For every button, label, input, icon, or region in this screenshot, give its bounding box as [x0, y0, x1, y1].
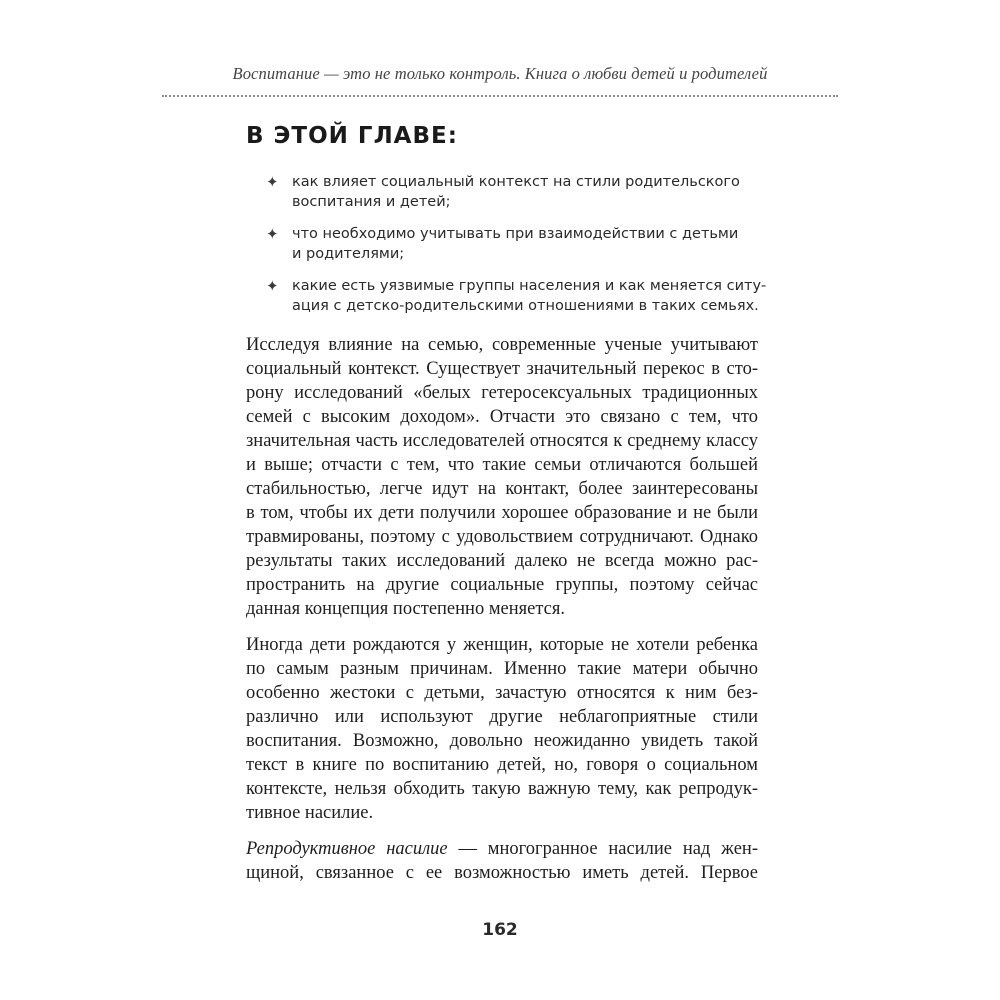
chapter-summary-list: [266, 172, 766, 328]
text-line: текст в книге по воспитанию детей, но, говоря о социальном: [246, 755, 758, 775]
header-divider: [162, 95, 838, 97]
text-line: пространить на другие социальные группы, поэтому сейчас: [246, 575, 758, 595]
text-line: тивное насилие.: [246, 803, 374, 823]
text-line: и выше; отчасти с тем, что такие семьи отличаются большей: [246, 455, 758, 475]
text-line: воспитания. Возможно, довольно неожиданно увидеть такой: [246, 731, 758, 751]
text-line: значительная часть исследователей относятся к среднему классу: [246, 431, 758, 451]
text-fragment: — многогранное насилие над жен-: [447, 839, 758, 859]
four-point-star-icon: ✦: [266, 225, 279, 243]
body-text: [246, 333, 758, 897]
text-line: контексте, нельзя обходить такую важную тему, как репродук-: [246, 779, 758, 799]
term-italic: Репродуктивное насилие: [246, 839, 448, 859]
four-point-star-icon: ✦: [266, 173, 279, 191]
summary-item: [266, 224, 766, 264]
text-line: по самым разным причинам. Именно такие матери обычно: [246, 659, 758, 679]
paragraph: [246, 837, 758, 885]
summary-line: и родителями;: [292, 246, 405, 262]
four-point-star-icon: ✦: [266, 277, 279, 295]
text-line: Иногда дети рождаются у женщин, которые не хотели ребенка: [246, 635, 758, 655]
text-line: результаты таких исследований далеко не всегда можно рас-: [246, 551, 758, 571]
text-line: различно или используют другие неблагоприятные стили: [246, 707, 758, 727]
summary-line: воспитания и детей;: [292, 194, 451, 210]
text-line: данная концепция постепенно меняется.: [246, 599, 566, 619]
summary-item: [266, 276, 766, 316]
text-line: травмированы, поэтому с удовольствием сотрудничают. Однако: [246, 527, 758, 547]
text-line: [246, 837, 758, 861]
summary-line: какие есть уязвимые группы населения и как меняется ситу-: [292, 278, 767, 294]
text-line: в том, чтобы их дети получили хорошее образование и не были: [246, 503, 758, 523]
text-line: семей с высоким доходом». Отчасти это связано с тем, что: [246, 407, 758, 427]
text-line: щиной, связанное с ее возможностью иметь детей. Первое: [246, 863, 758, 883]
paragraph: [246, 333, 758, 621]
text-line: рону исследований «белых гетеросексуальных традиционных: [246, 383, 758, 403]
summary-line: как влияет социальный контекст на стили родительского: [292, 174, 740, 190]
chapter-heading: В ЭТОЙ ГЛАВЕ:: [246, 123, 458, 149]
paragraph: [246, 633, 758, 825]
text-line: социальный контекст. Существует значительный перекос в сто-: [246, 359, 758, 379]
summary-line: ация с детско-родительскими отношениями в таких семьях.: [292, 298, 759, 314]
text-line: Исследуя влияние на семью, современные ученые учитывают: [246, 335, 758, 355]
page-number: 162: [482, 920, 518, 940]
summary-item: [266, 172, 766, 212]
text-line: особенно жестоки с детьми, зачастую относятся к ним без-: [246, 683, 758, 703]
text-line: стабильностью, легче идут на контакт, более заинтересованы: [246, 479, 758, 499]
summary-line: что необходимо учитывать при взаимодействии с детьми: [292, 226, 739, 242]
running-head: Воспитание — это не только контроль. Книга о любви детей и родителей: [232, 64, 768, 83]
